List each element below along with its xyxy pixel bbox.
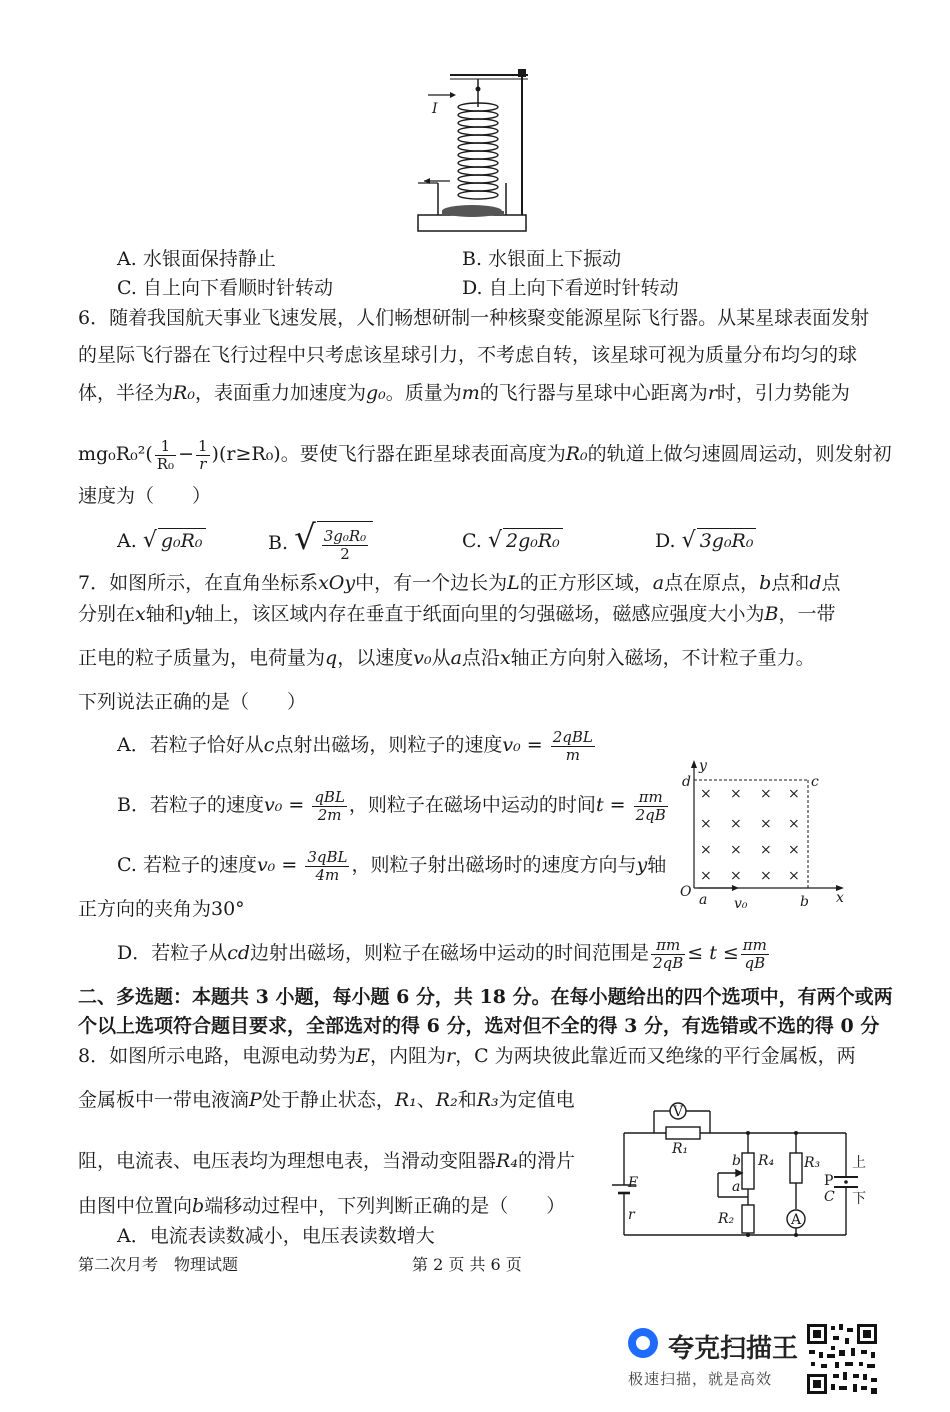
q7-line-3 <box>78 646 815 670</box>
q8-b-label: b <box>732 1153 741 1169</box>
q7-text: 轴和 <box>145 603 184 625</box>
q7-var-x: x <box>135 603 146 625</box>
q7-var-v0-a: v₀ <box>502 734 521 756</box>
q7-text: 从 <box>431 647 451 669</box>
q6-option-a-expr: g₀R₀ <box>158 528 206 553</box>
q8-R2-label: R₂ <box>718 1211 735 1227</box>
q7-var-y-c: y <box>636 854 648 876</box>
q6-text: 时，引力势能为 <box>716 382 850 404</box>
q7-text: ，电荷量为 <box>230 647 326 669</box>
q7-text: 正电的粒子质量为 <box>78 647 231 669</box>
watermark-slogan: 极速扫描，就是高效 <box>628 1370 773 1388</box>
q5-option-d-text: 自上向下看逆时针转动 <box>488 277 679 299</box>
q7-fig-d-label: d <box>682 774 691 790</box>
q8-down-label: 下 <box>852 1191 866 1207</box>
q8-voltmeter-label: V <box>673 1104 684 1120</box>
field-cross: × <box>760 842 772 858</box>
q8-a-label: a <box>732 1179 741 1195</box>
q6-var-r: r <box>707 382 717 404</box>
q7-text: B．若粒子的速度 <box>117 794 264 816</box>
q7-var-d: d <box>809 572 822 594</box>
q8-var-b: b <box>192 1195 205 1217</box>
field-cross: × <box>700 786 712 802</box>
q7-option-c-den: 4m <box>315 865 340 884</box>
q7-text: ，以速度 <box>337 647 414 669</box>
q8-R3-label: R₃ <box>804 1155 821 1171</box>
q7-option-c-num: 3qBL <box>307 847 348 866</box>
q6-option-c: C. √ 2g₀R₀ <box>462 528 563 553</box>
q6-text: 。要使飞行器在距星球表面高度为 <box>280 443 566 465</box>
section2-header-line2: 个以上选项符合题目要求，全部选对的得 6 分，选对但不全的得 3 分，有选错或不选的得 0 分 <box>78 1015 880 1037</box>
q8-var-r: r <box>445 1045 456 1067</box>
q5-current-label: I <box>432 101 438 117</box>
q6-line-4: mg₀R₀²( $\frac{1}{\text{R₀}}$ − $\frac{1}{r}$ )(r≥R₀)。要使飞行器在距星球表面高度为R₀的轨道上做匀速圆周运动，则发射初 <box>78 436 892 473</box>
q5-option-d-key: D. <box>462 277 483 299</box>
q6-option-a: A. √ g₀R₀ <box>117 528 206 553</box>
q6-option-a-key: A. <box>117 530 137 552</box>
q7-var-q: q <box>325 647 338 669</box>
q5-figure-coil-apparatus <box>410 65 540 235</box>
q7-var-cd: cd <box>227 942 251 964</box>
q6-option-d-key: D. <box>655 530 676 552</box>
q8-text: 、 <box>416 1089 436 1111</box>
field-cross: × <box>730 786 742 802</box>
q6-frac2-den: r <box>199 454 207 473</box>
q7-text: ，则粒子射出磁场时的速度方向与 <box>351 854 637 876</box>
q6-fraction-1 <box>155 438 176 473</box>
q7-var-a: a <box>652 572 665 594</box>
field-cross: × <box>788 786 800 802</box>
q7-option-b: B．若粒子的速度v₀ = $\frac{\text{qBL}}{2m}$ ，则粒子在磁场中运动的时间t = $\frac{\pi m}{2qB}$ <box>117 787 666 824</box>
q7-option-d-den1: 2qB <box>653 953 684 972</box>
q7-line-2 <box>78 602 835 626</box>
q7-var-v0-b: v₀ <box>263 794 283 816</box>
q7-var-y: y <box>183 603 195 625</box>
q7-var-xOy: xOy <box>318 572 356 594</box>
q6-option-d: D. √ 3g₀R₀ <box>655 528 756 553</box>
q8-text: ，内阻为 <box>369 1045 446 1067</box>
q7-option-b-den2: 2qB <box>635 805 666 824</box>
q8-text: 金属板中一带电液滴 <box>78 1089 250 1111</box>
q7-text: 点 <box>821 572 841 594</box>
q7-text: A．若粒子恰好从 <box>117 734 264 756</box>
q5-option-c-text: 自上向下看顺时针转动 <box>142 277 333 299</box>
q7-var-c: c <box>263 734 275 756</box>
q8-up-label: 上 <box>852 1155 866 1171</box>
footer-page-number: 第 2 页 共 6 页 <box>412 1255 522 1274</box>
q6-frac1-den: R₀ <box>156 454 175 473</box>
q7-fig-b-label: b <box>800 894 809 910</box>
field-cross: × <box>760 786 772 802</box>
q7-text: ，一带 <box>778 603 836 625</box>
q7-var-v0: v₀ <box>413 647 432 669</box>
q6-option-c-key: C. <box>462 530 482 552</box>
q8-var-R1: R₁ <box>394 1089 417 1111</box>
field-cross: × <box>760 816 772 832</box>
quark-logo-icon <box>628 1328 658 1358</box>
q7-option-d-num2: πm <box>742 935 767 954</box>
q6-option-b: B. √ $\frac{\text{3g₀R₀}}{2}$ <box>268 515 373 568</box>
q7-text: 点和 <box>771 572 810 594</box>
q6-frac2-num: 1 <box>198 436 208 455</box>
q7-text: 轴 <box>647 854 667 876</box>
q7-text: 轴正方向射入磁场，不计粒子重力。 <box>510 647 815 669</box>
q6-condition: (r≥R₀) <box>218 443 281 465</box>
q7-text: 点在原点， <box>664 572 760 594</box>
q8-r-label: r <box>628 1207 635 1223</box>
q7-fig-x-label: x <box>836 890 844 906</box>
q8-text: 和 <box>457 1089 477 1111</box>
q8-figure-circuit <box>606 1093 876 1245</box>
q7-text: 边射出磁场，则粒子在磁场中运动的时间范围是 <box>250 942 650 964</box>
q8-text: 阻，电流表、电压表均为理想电表，当滑动变阻器 <box>78 1150 497 1172</box>
q5-option-c-key: C. <box>117 277 137 299</box>
q6-text: ，表面重力加速度为 <box>194 382 366 404</box>
q8-text: 8．如图所示电路，电源电动势为 <box>78 1045 357 1067</box>
scanner-watermark <box>622 1322 802 1392</box>
q8-line-2 <box>78 1088 575 1112</box>
q5-option-b-key: B. <box>462 248 483 270</box>
q7-figure-magnetic-field <box>676 756 852 912</box>
q7-var-B: B <box>764 603 779 625</box>
q5-option-a <box>117 247 276 271</box>
q6-option-c-expr: 2g₀R₀ <box>503 528 563 553</box>
q8-text: 处于静止状态， <box>261 1089 395 1111</box>
q7-text: ，则粒子在磁场中运动的时间 <box>348 794 596 816</box>
q8-C-label: C <box>824 1189 835 1205</box>
q6-line-2: 的星际飞行器在飞行过程中只考虑该星球引力，不考虑自转，该星球可视为质量分布均匀的球 <box>78 344 858 366</box>
q7-option-d-num1: πm <box>651 937 685 955</box>
q8-var-E: E <box>356 1045 370 1067</box>
field-cross: × <box>760 868 772 884</box>
section2-header-line1: 二、多选题：本题共 3 小题，每小题 6 分，共 18 分。在每小题给出的四个选项中，有两个或两 <box>78 986 893 1008</box>
q6-text: 的飞行器与星球中心距离为 <box>479 382 708 404</box>
q7-fig-c-label: c <box>811 774 819 790</box>
q8-text: 的滑片 <box>517 1150 575 1172</box>
q8-R1-label: R₁ <box>672 1141 689 1157</box>
q8-option-a: A．电流表读数减小，电压表读数增大 <box>117 1225 435 1247</box>
q8-var-R4: R₄ <box>496 1150 518 1172</box>
q6-line-3 <box>78 381 850 405</box>
q7-text: 轴上，该区域内存在垂直于纸面向里的匀强磁场，磁感应强度大小为 <box>194 603 765 625</box>
q7-option-c-line2: 正方向的夹角为30° <box>78 898 245 920</box>
q7-option-a-den: m <box>565 745 580 764</box>
q7-fig-a-label: a <box>699 892 708 908</box>
q7-fig-v0-label: v₀ <box>734 896 748 912</box>
qr-code-icon <box>805 1322 879 1396</box>
field-cross: × <box>788 816 800 832</box>
q8-line-1 <box>78 1044 856 1068</box>
q5-option-b <box>462 247 621 271</box>
footer-exam-title: 第二次月考 物理试题 <box>78 1255 239 1274</box>
q7-text: 中，有一个边长为 <box>355 572 508 594</box>
q5-option-c <box>117 276 333 300</box>
q8-var-R2: R₂ <box>435 1089 458 1111</box>
q8-line-4 <box>78 1194 565 1218</box>
q7-option-d-den2: qB <box>744 953 766 972</box>
q7-line-1 <box>78 571 841 595</box>
q6-var-R0: R₀ <box>173 382 195 404</box>
field-cross: × <box>730 816 742 832</box>
q6-text: 。质量为 <box>385 382 462 404</box>
q6-option-d-expr: 3g₀R₀ <box>697 528 757 553</box>
q8-text: 端移动过程中，下列判断正确的是（ ） <box>204 1195 566 1217</box>
q6-var-R0-2: R₀ <box>565 443 588 465</box>
field-cross: × <box>700 842 712 858</box>
q7-option-b-num2: πm <box>634 789 668 807</box>
q7-option-b-num: qBL <box>314 787 345 806</box>
q7-var-a-2: a <box>450 647 462 669</box>
q8-E-label: E <box>628 1175 639 1191</box>
q6-option-b-den: 2 <box>340 545 350 563</box>
q7-option-d <box>117 932 771 974</box>
q8-var-P: P <box>249 1089 262 1111</box>
q8-var-R3: R₃ <box>476 1089 499 1111</box>
q7-text: 分别在 <box>78 603 136 625</box>
field-cross: × <box>700 816 712 832</box>
q7-text: D．若粒子从 <box>117 942 228 964</box>
q6-text: 体，半径为 <box>78 382 174 404</box>
q7-fig-O-label: O <box>680 884 692 900</box>
q7-var-b: b <box>759 572 772 594</box>
q7-text: 点射出磁场，则粒子的速度 <box>274 734 503 756</box>
q7-var-L: L <box>507 572 520 594</box>
q6-var-g0: g₀ <box>365 382 386 404</box>
q5-option-a-text: 水银面保持静止 <box>142 248 276 270</box>
q8-text: ，C 为两块彼此靠近而又绝缘的平行金属板，两 <box>455 1045 856 1067</box>
q7-text: 的正方形区域， <box>519 572 653 594</box>
q7-var-v0-c: v₀ <box>256 854 276 876</box>
q7-line-4: 下列说法正确的是（ ） <box>78 691 307 713</box>
q6-text: 的轨道上做匀速圆周运动，则发射初 <box>587 443 892 465</box>
q7-var-t: t <box>595 794 604 816</box>
field-cross: × <box>700 868 712 884</box>
q7-text: C. 若粒子的速度 <box>117 854 257 876</box>
q7-fig-y-label: y <box>699 758 707 774</box>
field-cross: × <box>730 868 742 884</box>
q8-ammeter-label: A <box>791 1212 802 1228</box>
q8-line-3 <box>78 1149 575 1173</box>
q7-option-c: C. 若粒子的速度v₀ = $\frac{\text{3qBL}}{4m}$ ，则粒子射出磁场时的速度方向与y轴 <box>117 847 667 884</box>
q7-text: 7．如图所示，在直角坐标系 <box>78 572 319 594</box>
watermark-brand: 夸克扫描王 <box>668 1334 799 1364</box>
q6-line-5: 速度为（ ） <box>78 485 212 507</box>
q5-option-b-text: 水银面上下振动 <box>488 248 622 270</box>
field-cross: × <box>788 868 800 884</box>
q8-R4-label: R₄ <box>758 1153 775 1169</box>
q6-line-1: 6．随着我国航天事业飞速发展，人们畅想研制一种核聚变能源星际飞行器。从某星球表面发射 <box>78 307 870 329</box>
q5-option-d <box>462 276 679 300</box>
q8-P-label: P <box>824 1173 834 1189</box>
q6-option-b-key: B. <box>268 532 289 554</box>
q6-var-m: m <box>461 382 480 404</box>
q6-frac1-num: 1 <box>155 438 176 456</box>
field-cross: × <box>730 842 742 858</box>
q7-text: 点沿 <box>461 647 500 669</box>
q7-var-x-2: x <box>499 647 511 669</box>
q6-option-b-num: 3g₀R₀ <box>323 527 367 545</box>
q8-text: 为定值电 <box>498 1089 575 1111</box>
q6-fraction-2 <box>196 438 210 473</box>
q7-option-b-den: 2m <box>317 805 342 824</box>
q7-option-d-ineq: ≤ t ≤ <box>687 942 739 964</box>
q8-text: 由图中位置向 <box>78 1195 193 1217</box>
q7-option-a: A．若粒子恰好从c点射出磁场，则粒子的速度v₀ = $\frac{\text{2qBL}}{m}$ <box>117 727 593 764</box>
q5-option-a-key: A. <box>117 248 137 270</box>
q7-option-a-num: 2qBL <box>552 727 593 746</box>
field-cross: × <box>788 842 800 858</box>
q6-formula-prefix: mg₀R₀² <box>78 443 146 465</box>
